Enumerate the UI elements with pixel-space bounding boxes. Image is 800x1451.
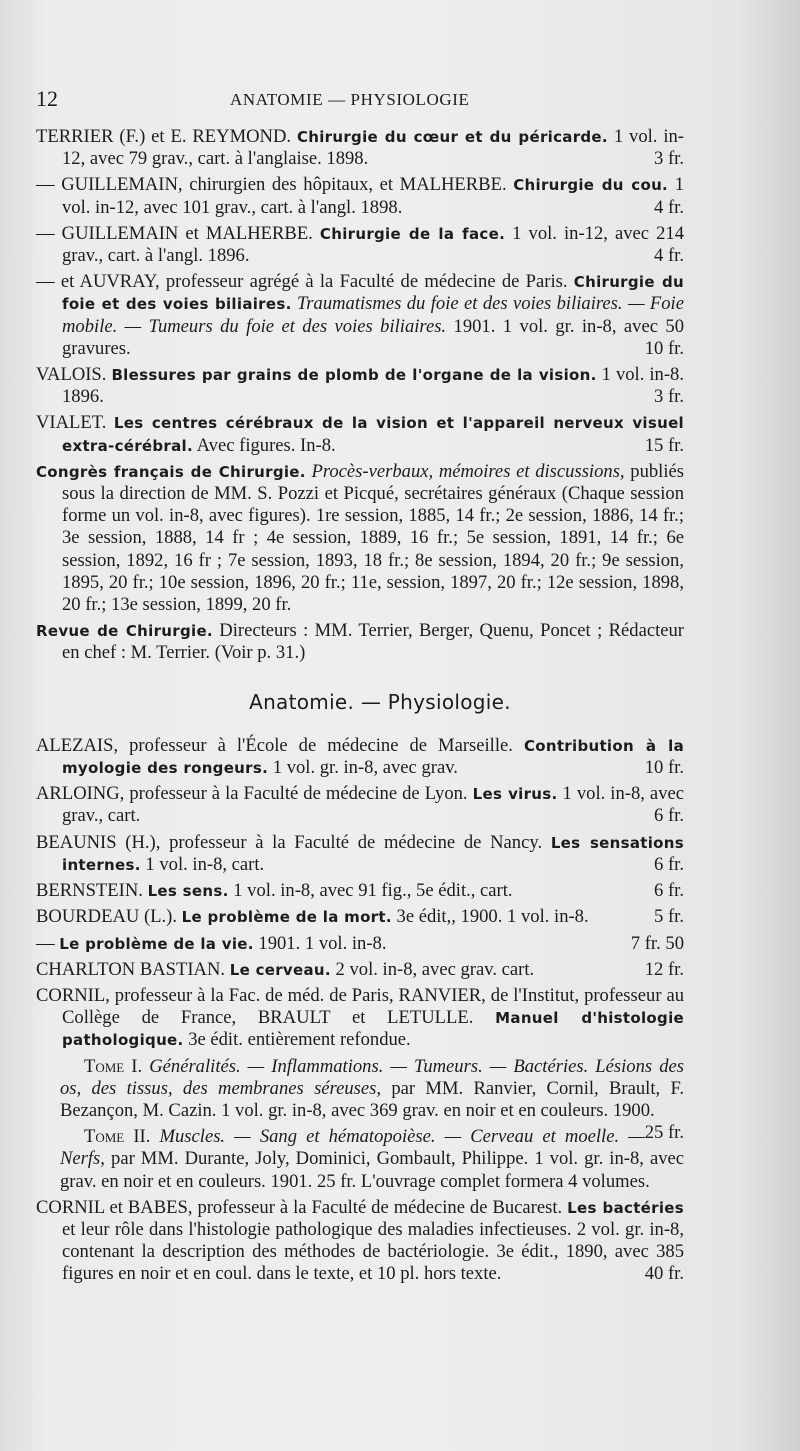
catalog-entry: ARLOING, professeur à la Faculté de médecine de Lyon. Les virus. 1 vol. in-8, avec grav., cart. 6 fr.: [36, 783, 684, 827]
catalog-entry: BERNSTEIN. Les sens. 1 vol. in-8, avec 91 fig., 5e édit., cart. 6 fr.: [36, 880, 684, 902]
catalog-entry: ALEZAIS, professeur à l'École de médecine de Marseille. Contribution à la myologie des rongeurs. 1 vol. gr. in-8, avec grav. 10 fr.: [36, 734, 685, 779]
price: 12 fr.: [644, 958, 684, 980]
catalog-entry: CORNIL et BABES, professeur à la Faculté de médecine de Bucarest. Les bactéries et leur rôle dans l'histologie pathologique des maladies infectieuses. 2 vol. gr. in-8, contenant la description des méthodes de bactériologie. 3e édit., 1890, avec 385 figures en noir et en coul. dans le texte, et 10 pl. hors texte. 40 fr.: [36, 1196, 684, 1285]
price: 7 fr. 50: [630, 932, 684, 954]
page-header: [36, 86, 730, 116]
catalog-entry: — et AUVRAY, professeur agrégé à la Faculté de médecine de Paris. Chirurgie du foie et des voies biliaires. Traumatismes du foie et des voies biliaires. — Foie mobile. — Tumeurs du foie et des voies biliaires. 1901. 1 vol. gr. in-8, avec 50 gravures. 10 fr.: [36, 271, 684, 359]
price: 4 fr.: [654, 245, 684, 267]
catalog-entry: — GUILLEMAIN et MALHERBE. Chirurgie de la face. 1 vol. in-12, avec 214 grav., cart. à l'angl. 1896. 4 fr.: [36, 222, 684, 267]
running-title: ANATOMIE — PHYSIOLOGIE: [230, 90, 470, 109]
catalog-entry: VALOIS. Blessures par grains de plomb de l'organe de la vision. 1 vol. in-8. 1896. 3 fr.: [36, 364, 684, 408]
catalog-content: [36, 126, 684, 1290]
catalog-subentry: Tome II. Muscles. — Sang et hématopoièse. — Cerveau et moelle. — Nerfs, par MM. Durante, Joly, Dominici, Gombault, Philippe. 1 vol. gr. in-8, avec grav. en noir et en couleurs. 1901. 25 fr. L'ouvrage complet formera 4 volumes.: [60, 1126, 684, 1192]
price: 40 fr.: [644, 1263, 684, 1285]
price: 5 fr.: [654, 906, 684, 928]
catalog-entry: VIALET. Les centres cérébraux de la vision et l'appareil nerveux visuel extra-cérébral. Avec figures. In-8. 15 fr.: [36, 412, 684, 456]
catalog-entry: BEAUNIS (H.), professeur à la Faculté de médecine de Nancy. Les sensations internes. 1 vol. in-8, cart. 6 fr.: [36, 831, 684, 875]
price: 10 fr.: [644, 757, 684, 779]
catalog-entry: TERRIER (F.) et E. REYMOND. Chirurgie du cœur et du péricarde. 1 vol. in-12, avec 79 grav., cart. à l'anglaise. 1898. 3 fr.: [36, 126, 684, 170]
price: 6 fr.: [654, 880, 684, 902]
price: 6 fr.: [654, 853, 684, 875]
page-number: 12: [36, 86, 58, 111]
catalog-subentry: Tome I. Généralités. — Inflammations. — Tumeurs. — Bactéries. Lésions des os, des tissus, des membranes séreuses, par MM. Ranvier, Cornil, Brault, F. Bezançon, M. Cazin. 1 vol. gr. in-8, avec 369 grav. en noir et en couleurs. 1900. 25 fr.: [60, 1055, 684, 1144]
catalog-entry: Revue de Chirurgie. Directeurs : MM. Terrier, Berger, Quenu, Poncet ; Rédacteur en chef : M. Terrier. (Voir p. 31.): [36, 620, 684, 664]
catalog-entry: Congrès français de Chirurgie. Procès-verbaux, mémoires et discussions, publiés sous la direction de MM. S. Pozzi et Picqué, secrétaires généraux (Chaque session forme un vol. in-8, avec figures). 1re session, 1885, 14 fr.; 2e session, 1886, 14 fr.; 3e session, 1888, 14 fr ; 4e session, 1889, 16 fr.; 5e session, 1891, 14 fr.; 6e session, 1892, 16 fr ; 7e session, 1893, 18 fr.; 8e session, 1894, 20 fr.; 9e session, 1895, 20 fr.; 10e session, 1896, 20 fr.; 11e, session, 1897, 20 fr.; 12e session, 1898, 20 fr.; 13e session, 1899, 20 fr.: [36, 460, 684, 616]
price: 6 fr.: [654, 805, 684, 827]
price: 3 fr.: [654, 148, 684, 170]
catalog-entry: — Le problème de la vie. 1901. 1 vol. in-8. 7 fr. 50: [36, 932, 684, 954]
catalog-entry: CHARLTON BASTIAN. Le cerveau. 2 vol. in-8, avec grav. cart. 12 fr.: [36, 958, 684, 980]
price: 4 fr.: [654, 196, 684, 218]
price: 3 fr.: [654, 386, 684, 408]
catalog-entry: — GUILLEMAIN, chirurgien des hôpitaux, et MALHERBE. Chirurgie du cou. 1 vol. in-12, avec 101 grav., cart. à l'angl. 1898. 4 fr.: [36, 174, 684, 218]
price: 25 fr.: [644, 1122, 684, 1144]
catalog-entry: BOURDEAU (L.). Le problème de la mort. 3e édit,, 1900. 1 vol. in-8. 5 fr.: [36, 906, 684, 928]
price: 10 fr.: [644, 337, 684, 359]
catalog-entry: CORNIL, professeur à la Fac. de méd. de Paris, RANVIER, de l'Institut, professeur au Collège de France, BRAULT et LETULLE. Manuel d'histologie pathologique. 3e édit. entièrement refondue.: [36, 984, 684, 1051]
price: 15 fr.: [644, 434, 684, 456]
section-title: Anatomie. — Physiologie.: [249, 689, 511, 714]
